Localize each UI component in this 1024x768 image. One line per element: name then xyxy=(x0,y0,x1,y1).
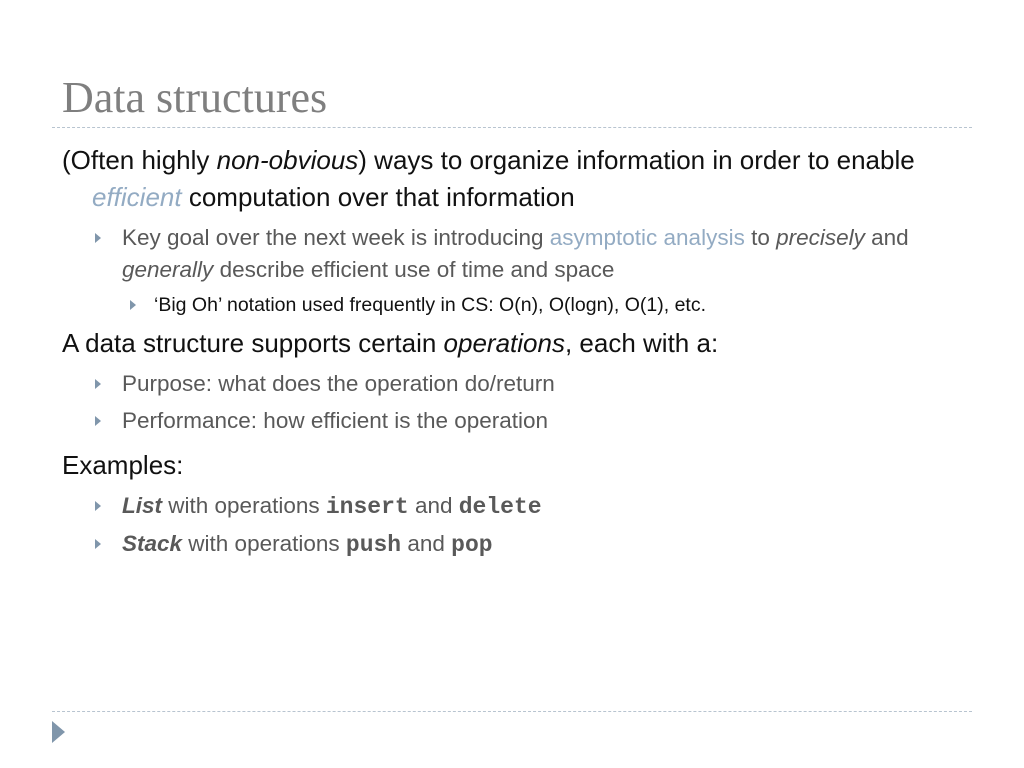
bullet-text: describe efficient use of time and space xyxy=(213,257,615,282)
emphasis-text: operations xyxy=(443,328,565,358)
emphasis-text: precisely xyxy=(776,225,865,250)
bullet-text: with operations xyxy=(182,531,346,556)
triangle-right-icon xyxy=(130,300,136,310)
play-arrow-icon xyxy=(52,721,65,743)
bullet-definition xyxy=(62,142,972,216)
operation-code: delete xyxy=(458,494,542,520)
bullet-text: Purpose: what does the operation do/return xyxy=(122,371,555,396)
sub-bullet-key-goal xyxy=(122,222,972,286)
sub-bullet-list xyxy=(122,490,972,523)
triangle-right-icon xyxy=(95,379,101,389)
bullet-text: Key goal over the next week is introducing xyxy=(122,225,550,250)
triangle-right-icon xyxy=(95,233,101,243)
bullet-text: and xyxy=(864,225,909,250)
structure-name: Stack xyxy=(122,531,183,556)
title-divider xyxy=(52,127,972,128)
triangle-right-icon xyxy=(95,539,101,549)
highlight-text: efficient xyxy=(92,182,182,212)
slide-body xyxy=(62,142,972,566)
triangle-right-icon xyxy=(95,501,101,511)
operation-code: pop xyxy=(451,532,493,558)
bullet-text: A data structure supports certain xyxy=(62,328,444,358)
bullet-text: with operations xyxy=(162,493,326,518)
bullet-text: Examples: xyxy=(62,450,184,480)
sub-sub-bullet-big-oh xyxy=(154,291,972,319)
operation-code: insert xyxy=(325,494,409,520)
bullet-text: , each with a: xyxy=(564,328,719,358)
highlight-text: asymptotic analysis xyxy=(549,225,745,250)
operation-code: push xyxy=(345,532,402,558)
sub-bullet-performance xyxy=(122,405,972,437)
sub-bullet-stack xyxy=(122,528,972,561)
bullet-text: ‘Big Oh’ notation used frequently in CS: O(n), O(logn), O(1), etc. xyxy=(154,294,707,316)
bullet-text: and xyxy=(408,493,459,518)
bullet-text: (Often highly xyxy=(62,145,217,175)
bullet-operations xyxy=(62,325,972,362)
structure-name: List xyxy=(122,493,163,518)
bullet-text: to xyxy=(744,225,777,250)
bullet-examples xyxy=(62,447,972,484)
bullet-text: Performance: how efficient is the operation xyxy=(122,408,549,433)
emphasis-text: non-obvious xyxy=(216,145,359,175)
sub-bullet-purpose xyxy=(122,368,972,400)
triangle-right-icon xyxy=(95,416,101,426)
bullet-text: ) ways to organize information in order to enable xyxy=(358,145,915,175)
bullet-text: computation over that information xyxy=(181,182,575,212)
slide-title: Data structures xyxy=(62,73,328,122)
emphasis-text: generally xyxy=(122,257,214,282)
footer-divider xyxy=(52,711,972,712)
bullet-text: and xyxy=(401,531,452,556)
